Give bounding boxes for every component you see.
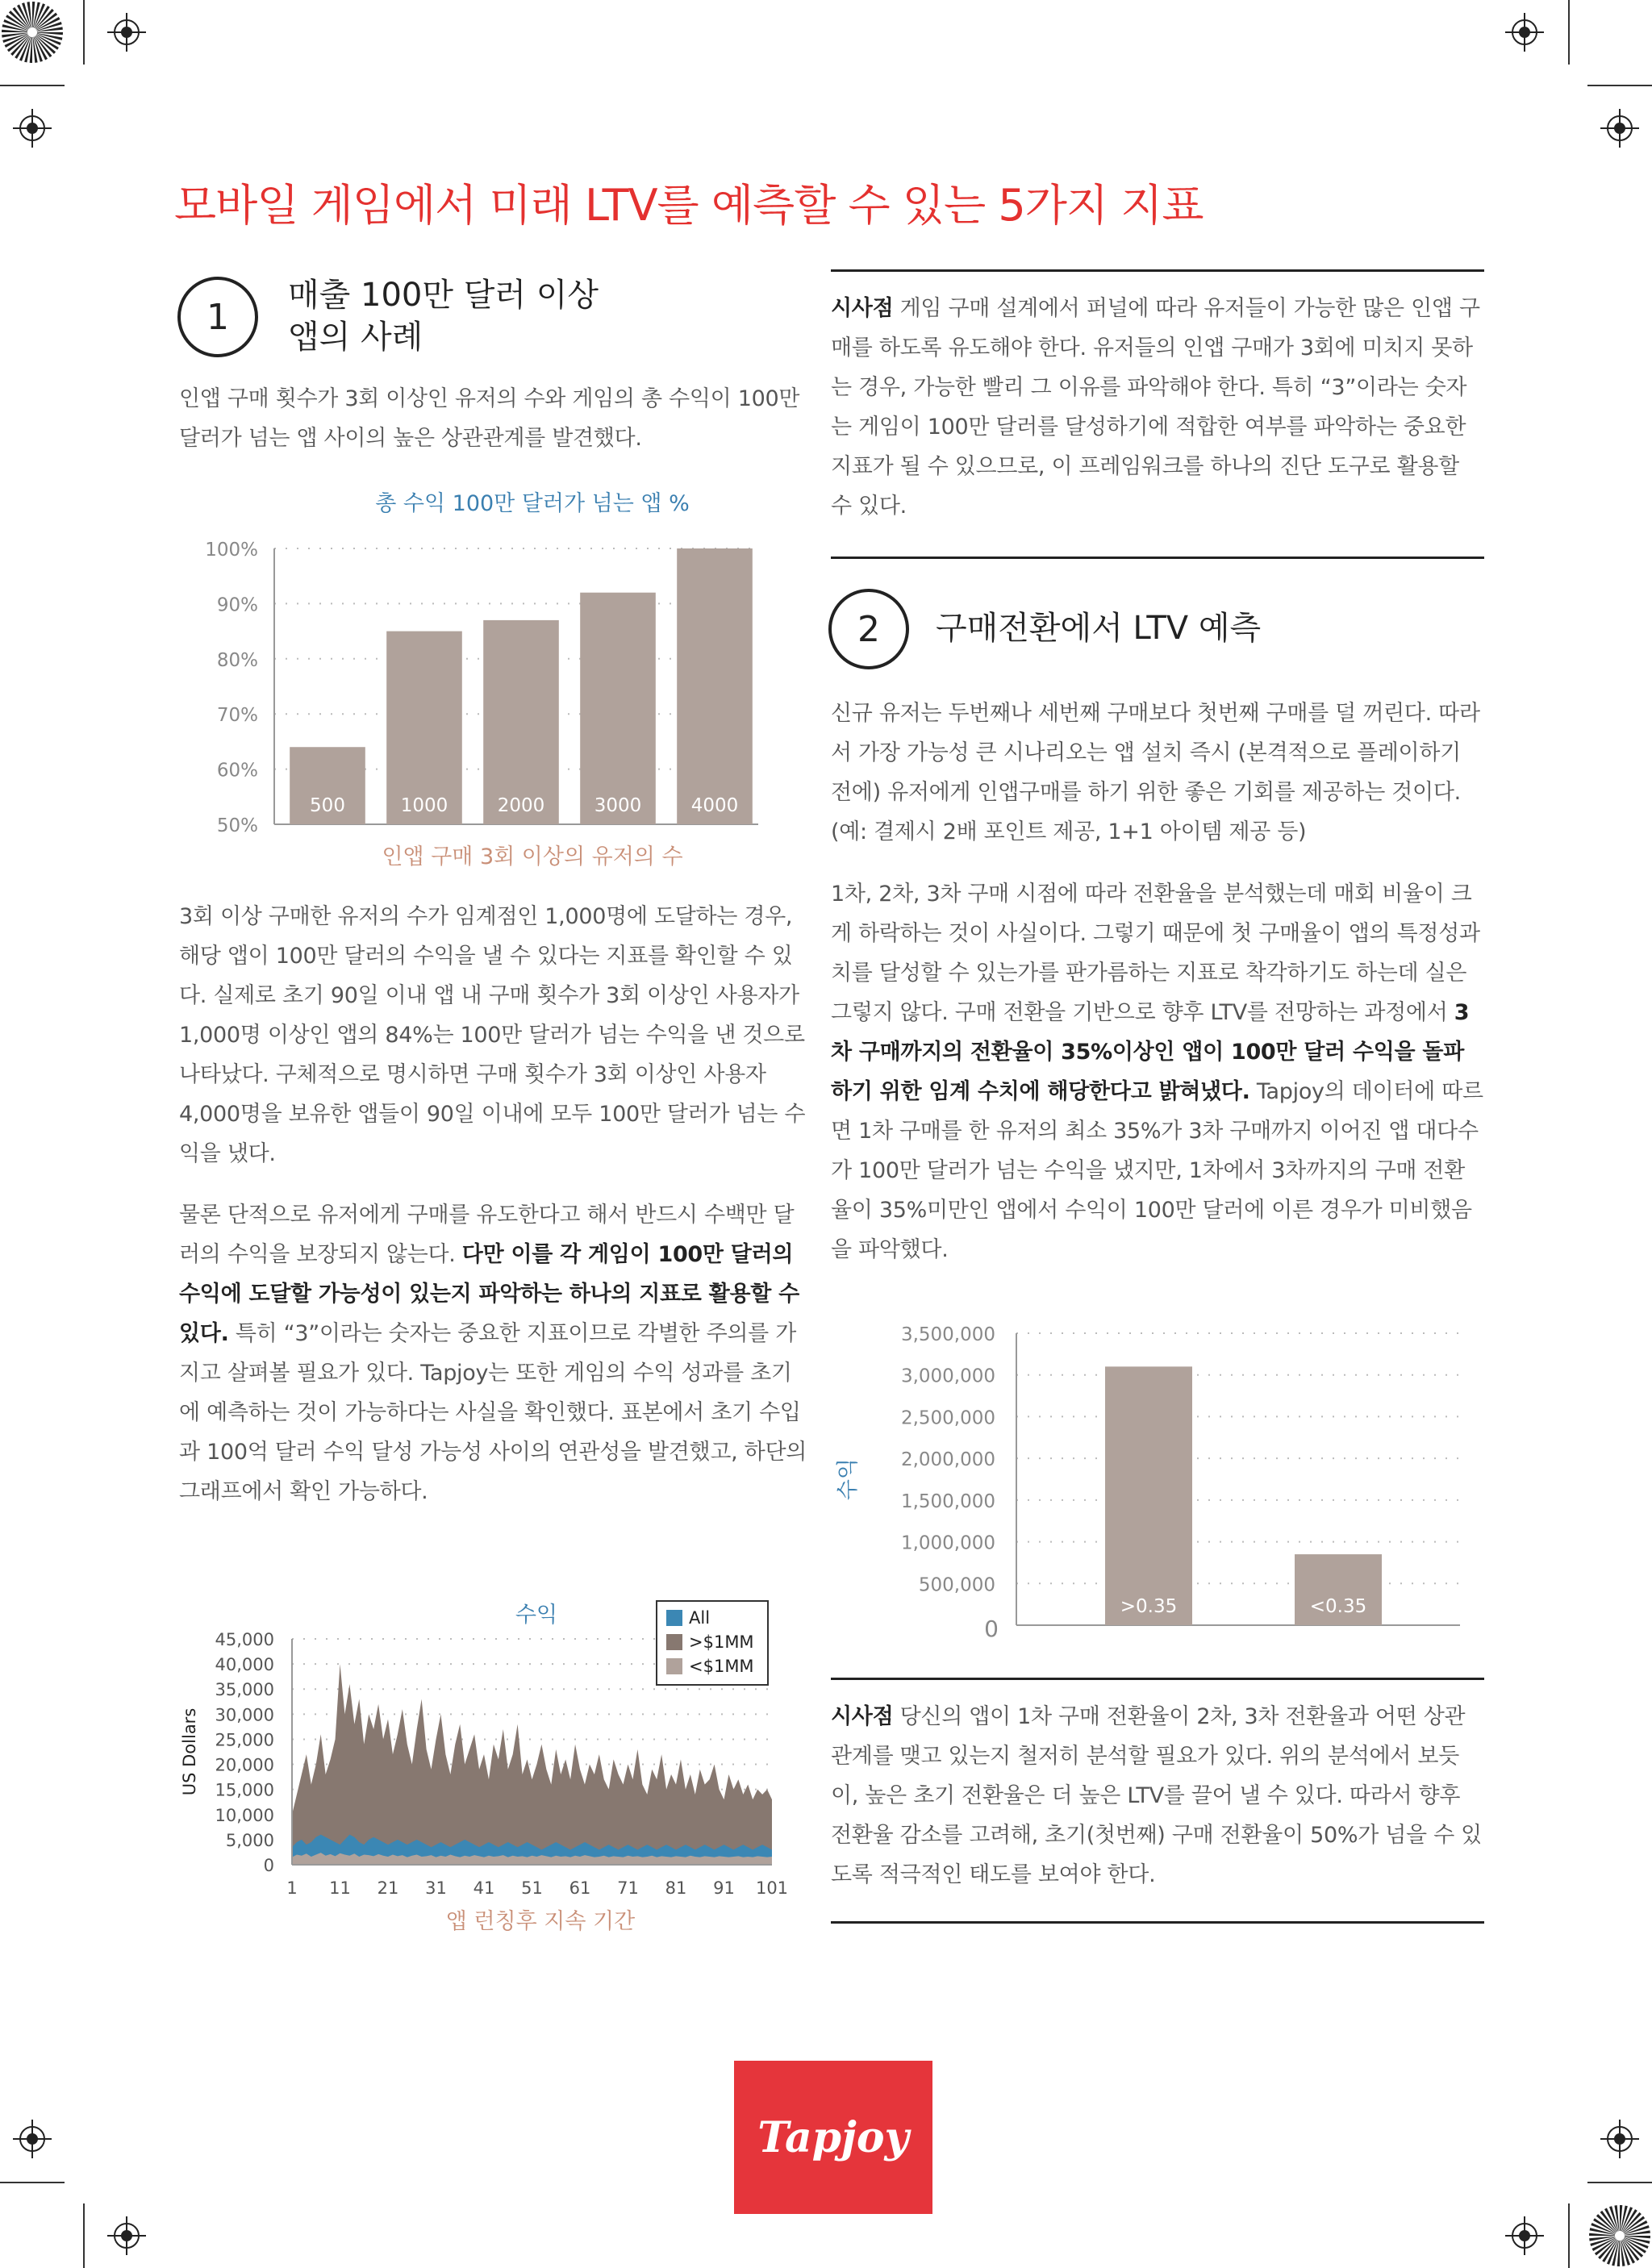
chart-3-x-tick: 1 xyxy=(286,1878,298,1898)
registration-mark-icon xyxy=(107,2216,146,2255)
insight-2-label: 시사점 xyxy=(831,1704,894,1729)
registration-mark-icon xyxy=(1505,2216,1544,2255)
chart-3-y-tick: 20,000 xyxy=(215,1755,274,1775)
crop-line xyxy=(83,2203,85,2268)
section-1-paragraph-2-bold: 다만 이를 각 게임이 100만 달러의 수익에 도달할 가능성이 있는지 파악하는 하나의 지표로 활용할 수 있다. xyxy=(179,1242,799,1346)
crop-line xyxy=(0,85,65,86)
registration-mark-icon xyxy=(13,2120,52,2158)
chart-2-y-tick: 2,000,000 xyxy=(900,1449,995,1471)
chart-3-legend-label: All xyxy=(689,1608,711,1628)
chart-3-y-tick: 15,000 xyxy=(215,1780,274,1800)
chart-2-y-tick: 1,500,000 xyxy=(900,1490,995,1512)
chart-3-x-tick: 61 xyxy=(569,1878,591,1898)
chart-3-area-chart xyxy=(179,1597,816,1903)
insight-1 xyxy=(831,289,1484,526)
chart-2-y-tick: 3,500,000 xyxy=(900,1324,995,1345)
chart-1-y-tick: 80% xyxy=(216,649,258,671)
divider xyxy=(831,1678,1484,1680)
registration-mark-icon xyxy=(1600,109,1639,148)
insight-1-text: 게임 구매 설계에서 퍼널에 따라 유저들이 가능한 많은 인앱 구매를 하도록 유도해야 한다. 유저들의 인앱 구매가 3회에 미치지 못하는 경우, 가능한 빨리 그 이유를 파악해야 한다. 특히 “3”이라는 숫자는 게임이 100만 달러를 달성하기에 적합한 여부를 파악하는 중요한 지표가 될 수 있으므로, 이 프레임워크를 하나의 진단 도구로 활용할 수 있다. xyxy=(831,296,1480,519)
chart-1-xlabel: 인앱 구매 3회 이상의 유저의 수 xyxy=(382,844,683,869)
chart-3-x-tick: 51 xyxy=(521,1878,543,1898)
crop-line xyxy=(0,2182,65,2183)
chart-3-x-tick: 71 xyxy=(617,1878,639,1898)
chart-2-y-tick: 2,500,000 xyxy=(900,1407,995,1429)
section-1-heading-line1: 매출 100만 달러 이상 xyxy=(288,277,599,314)
chart-2-bar-label: <0.35 xyxy=(1309,1596,1367,1617)
chart-1-y-tick: 100% xyxy=(205,540,258,561)
chart-3-legend xyxy=(657,1601,768,1685)
sunburst-center xyxy=(1615,2231,1625,2241)
sunburst-mark-bottom-right xyxy=(1587,2203,1652,2268)
section-1-heading xyxy=(288,274,599,358)
chart-2-ylabel: 수익 xyxy=(836,1457,861,1501)
section-1-paragraph-1: 3회 이상 구매한 유저의 수가 임계점인 1,000명에 도달하는 경우, 해당 앱이 100만 달러의 수익을 낼 수 있다는 지표를 확인할 수 있다. 실제로 초기 90일 이내 앱 내 구매 횟수가 3회 이상인 사용자가 1,000명 이상인 앱의 84%는 100만 달러가 넘는 수익을 낸 것으로 나타났다. 구체적으로 명시하면 구매 횟수가 3회 이상인 사용자 4,000명을 보유한 앱들이 90일 이내에 모두 100만 달러가 넘는 수익을 냈다. xyxy=(179,904,806,1166)
section-2-paragraph-2 xyxy=(831,874,1484,1269)
crop-line xyxy=(83,0,85,65)
sunburst-center xyxy=(27,27,37,37)
chart-2-bar xyxy=(1105,1366,1192,1625)
chart-1-bar xyxy=(483,620,559,824)
section-1-paragraph-2-a: 물론 단적으로 유저에게 구매를 유도한다고 해서 반드시 수백만 달러의 수익을 보장되지 않는다. xyxy=(179,1203,795,1267)
chart-1-bar-label: 4000 xyxy=(690,795,739,816)
registration-mark-icon xyxy=(1600,2120,1639,2158)
chart-3-x-tick: 101 xyxy=(755,1878,789,1898)
registration-mark-icon xyxy=(107,13,146,52)
chart-3-x-tick: 31 xyxy=(425,1878,447,1898)
chart-3-y-tick: 25,000 xyxy=(215,1730,274,1750)
chart-3-y-tick: 30,000 xyxy=(215,1705,274,1725)
registration-mark-icon xyxy=(1505,13,1544,52)
chart-1-bar-label: 1000 xyxy=(400,795,448,816)
chart-3-y-tick: 45,000 xyxy=(215,1630,274,1649)
page-title: 모바일 게임에서 미래 LTV를 예측할 수 있는 5가지 지표 xyxy=(174,180,1204,231)
chart-2-bar-label: >0.35 xyxy=(1120,1596,1178,1617)
chart-3-legend-label: >$1MM xyxy=(689,1632,754,1652)
section-2-paragraph-2-c: Tapjoy의 데이터에 따르면 1차 구매를 한 유저의 최소 35%가 3차 구매까지 이어진 앱 대다수가 100만 달러가 넘는 수익을 냈지만, 1차에서 3차까지의 구매 전환율이 35%미만인 앱에서 수익이 100만 달러에 이른 경우가 미비했음을 파악했다. xyxy=(831,1079,1483,1262)
section-1-paragraph-2-c: 특히 “3”이라는 숫자는 중요한 지표이므로 각별한 주의를 가지고 살펴볼 필요가 있다. Tapjoy는 또한 게임의 수익 성과를 초기에 예측하는 것이 가능하다는 사실을 확인했다. 표본에서 초기 수입과 100억 달러 수익 달성 가능성 사이의 연관성을 발견했고, 하단의 그래프에서 확인 가능하다. xyxy=(179,1321,807,1504)
divider xyxy=(831,269,1484,272)
divider xyxy=(831,1921,1484,1924)
chart-1-y-tick: 70% xyxy=(216,705,258,727)
logo-text: Tapjoy xyxy=(757,2112,909,2162)
chart-2-y-tick: 3,000,000 xyxy=(900,1365,995,1387)
chart-1-title: 총 수익 100만 달러가 넘는 앱 % xyxy=(375,491,690,516)
sunburst-mark-top-left xyxy=(0,0,65,65)
registration-mark-icon xyxy=(13,109,52,148)
chart-1-bar-chart xyxy=(179,526,808,848)
insight-2 xyxy=(831,1697,1484,1895)
chart-2-y-tick: 500,000 xyxy=(918,1574,995,1596)
chart-1-bar xyxy=(677,548,753,824)
crop-line xyxy=(1587,2182,1652,2183)
chart-1-y-tick: 50% xyxy=(216,815,258,836)
section-number-badge: 1 xyxy=(177,277,258,357)
chart-1-y-tick: 60% xyxy=(216,760,258,782)
chart-3-y-tick: 10,000 xyxy=(215,1805,274,1825)
chart-1-bar-label: 2000 xyxy=(497,795,545,816)
insight-1-label: 시사점 xyxy=(831,296,894,321)
tapjoy-logo xyxy=(734,2061,932,2214)
section-number-badge: 2 xyxy=(828,589,909,669)
chart-3-x-tick: 41 xyxy=(473,1878,495,1898)
chart-3-legend-swatch xyxy=(666,1634,682,1650)
chart-3-y-tick: 35,000 xyxy=(215,1680,274,1700)
section-2-paragraph-2-a: 1차, 2차, 3차 구매 시점에 따라 전환율을 분석했는데 매회 비율이 크게 하락하는 것이 사실이다. 그렇기 때문에 첫 구매율이 앱의 특정성과치를 달성할 수 있는가를 판가름하는 지표로 착각하기도 하는데 실은 그렇지 않다. 구매 전환을 기반으로 향후 LTV를 전망하는 과정에서 xyxy=(831,882,1480,1025)
section-2-heading: 구매전환에서 LTV 예측 xyxy=(936,610,1262,647)
section-2-paragraph-2-bold: 3차 구매까지의 전환율이 35%이상인 앱이 100만 달러 수익을 돌파하기 위한 임계 수치에 해당한다고 밝혀냈다. xyxy=(831,1000,1470,1104)
insight-2-text: 당신의 앱이 1차 구매 전환율이 2차, 3차 전환율과 어떤 상관관계를 맺고 있는지 철저히 분석할 필요가 있다. 위의 분석에서 보듯이, 높은 초기 전환율은 더 높은 LTV를 끌어 낼 수 있다. 따라서 향후 전환율 감소를 고려해, 초기(첫번째) 구매 전환율이 50%가 넘을 수 있도록 적극적인 태도를 보여야 한다. xyxy=(831,1704,1482,1887)
chart-2-bar-chart xyxy=(831,1311,1484,1649)
chart-1-bar xyxy=(580,593,656,824)
section-1-intro: 인앱 구매 횟수가 3회 이상인 유저의 수와 게임의 총 수익이 100만 달러가 넘는 앱 사이의 높은 상관관계를 발견했다. xyxy=(179,386,800,451)
chart-2-y-tick: 1,000,000 xyxy=(900,1532,995,1554)
chart-2-y-tick: 0 xyxy=(984,1616,999,1642)
chart-1-bar-label: 3000 xyxy=(594,795,642,816)
chart-3-legend-swatch xyxy=(666,1610,682,1626)
chart-3-x-tick: 81 xyxy=(665,1878,687,1898)
crop-line xyxy=(1587,85,1652,86)
chart-3-xlabel: 앱 런칭후 지속 기간 xyxy=(445,1909,636,1934)
chart-3-legend-label: <$1MM xyxy=(689,1657,754,1676)
chart-3-x-tick: 21 xyxy=(377,1878,399,1898)
section-2-paragraph-1: 신규 유저는 두번째나 세번째 구매보다 첫번째 구매를 덜 꺼린다. 따라서 가장 가능성 큰 시나리오는 앱 설치 즉시 (본격적으로 플레이하기 전에) 유저에게 인앱구매를 하기 위한 좋은 기회를 제공하는 것이다. (예: 결제시 2배 포인트 제공, 1+1 아이템 제공 등) xyxy=(831,701,1480,844)
chart-1-bar-label: 500 xyxy=(310,795,345,816)
divider xyxy=(831,557,1484,559)
crop-line xyxy=(1568,0,1570,65)
crop-line xyxy=(1568,2203,1570,2268)
chart-3-title: 수익 xyxy=(515,1603,558,1628)
chart-3-x-tick: 91 xyxy=(713,1878,735,1898)
chart-3-x-tick: 11 xyxy=(329,1878,351,1898)
chart-3-y-tick: 5,000 xyxy=(225,1830,274,1850)
section-1-heading-line2: 앱의 사례 xyxy=(288,319,423,356)
chart-3-y-tick: 0 xyxy=(263,1856,274,1875)
chart-1-y-tick: 90% xyxy=(216,594,258,616)
chart-3-ylabel: US Dollars xyxy=(180,1707,199,1796)
section-1-paragraph-2 xyxy=(179,1195,808,1511)
chart-3-y-tick: 40,000 xyxy=(215,1655,274,1675)
chart-3-legend-swatch xyxy=(666,1658,682,1674)
